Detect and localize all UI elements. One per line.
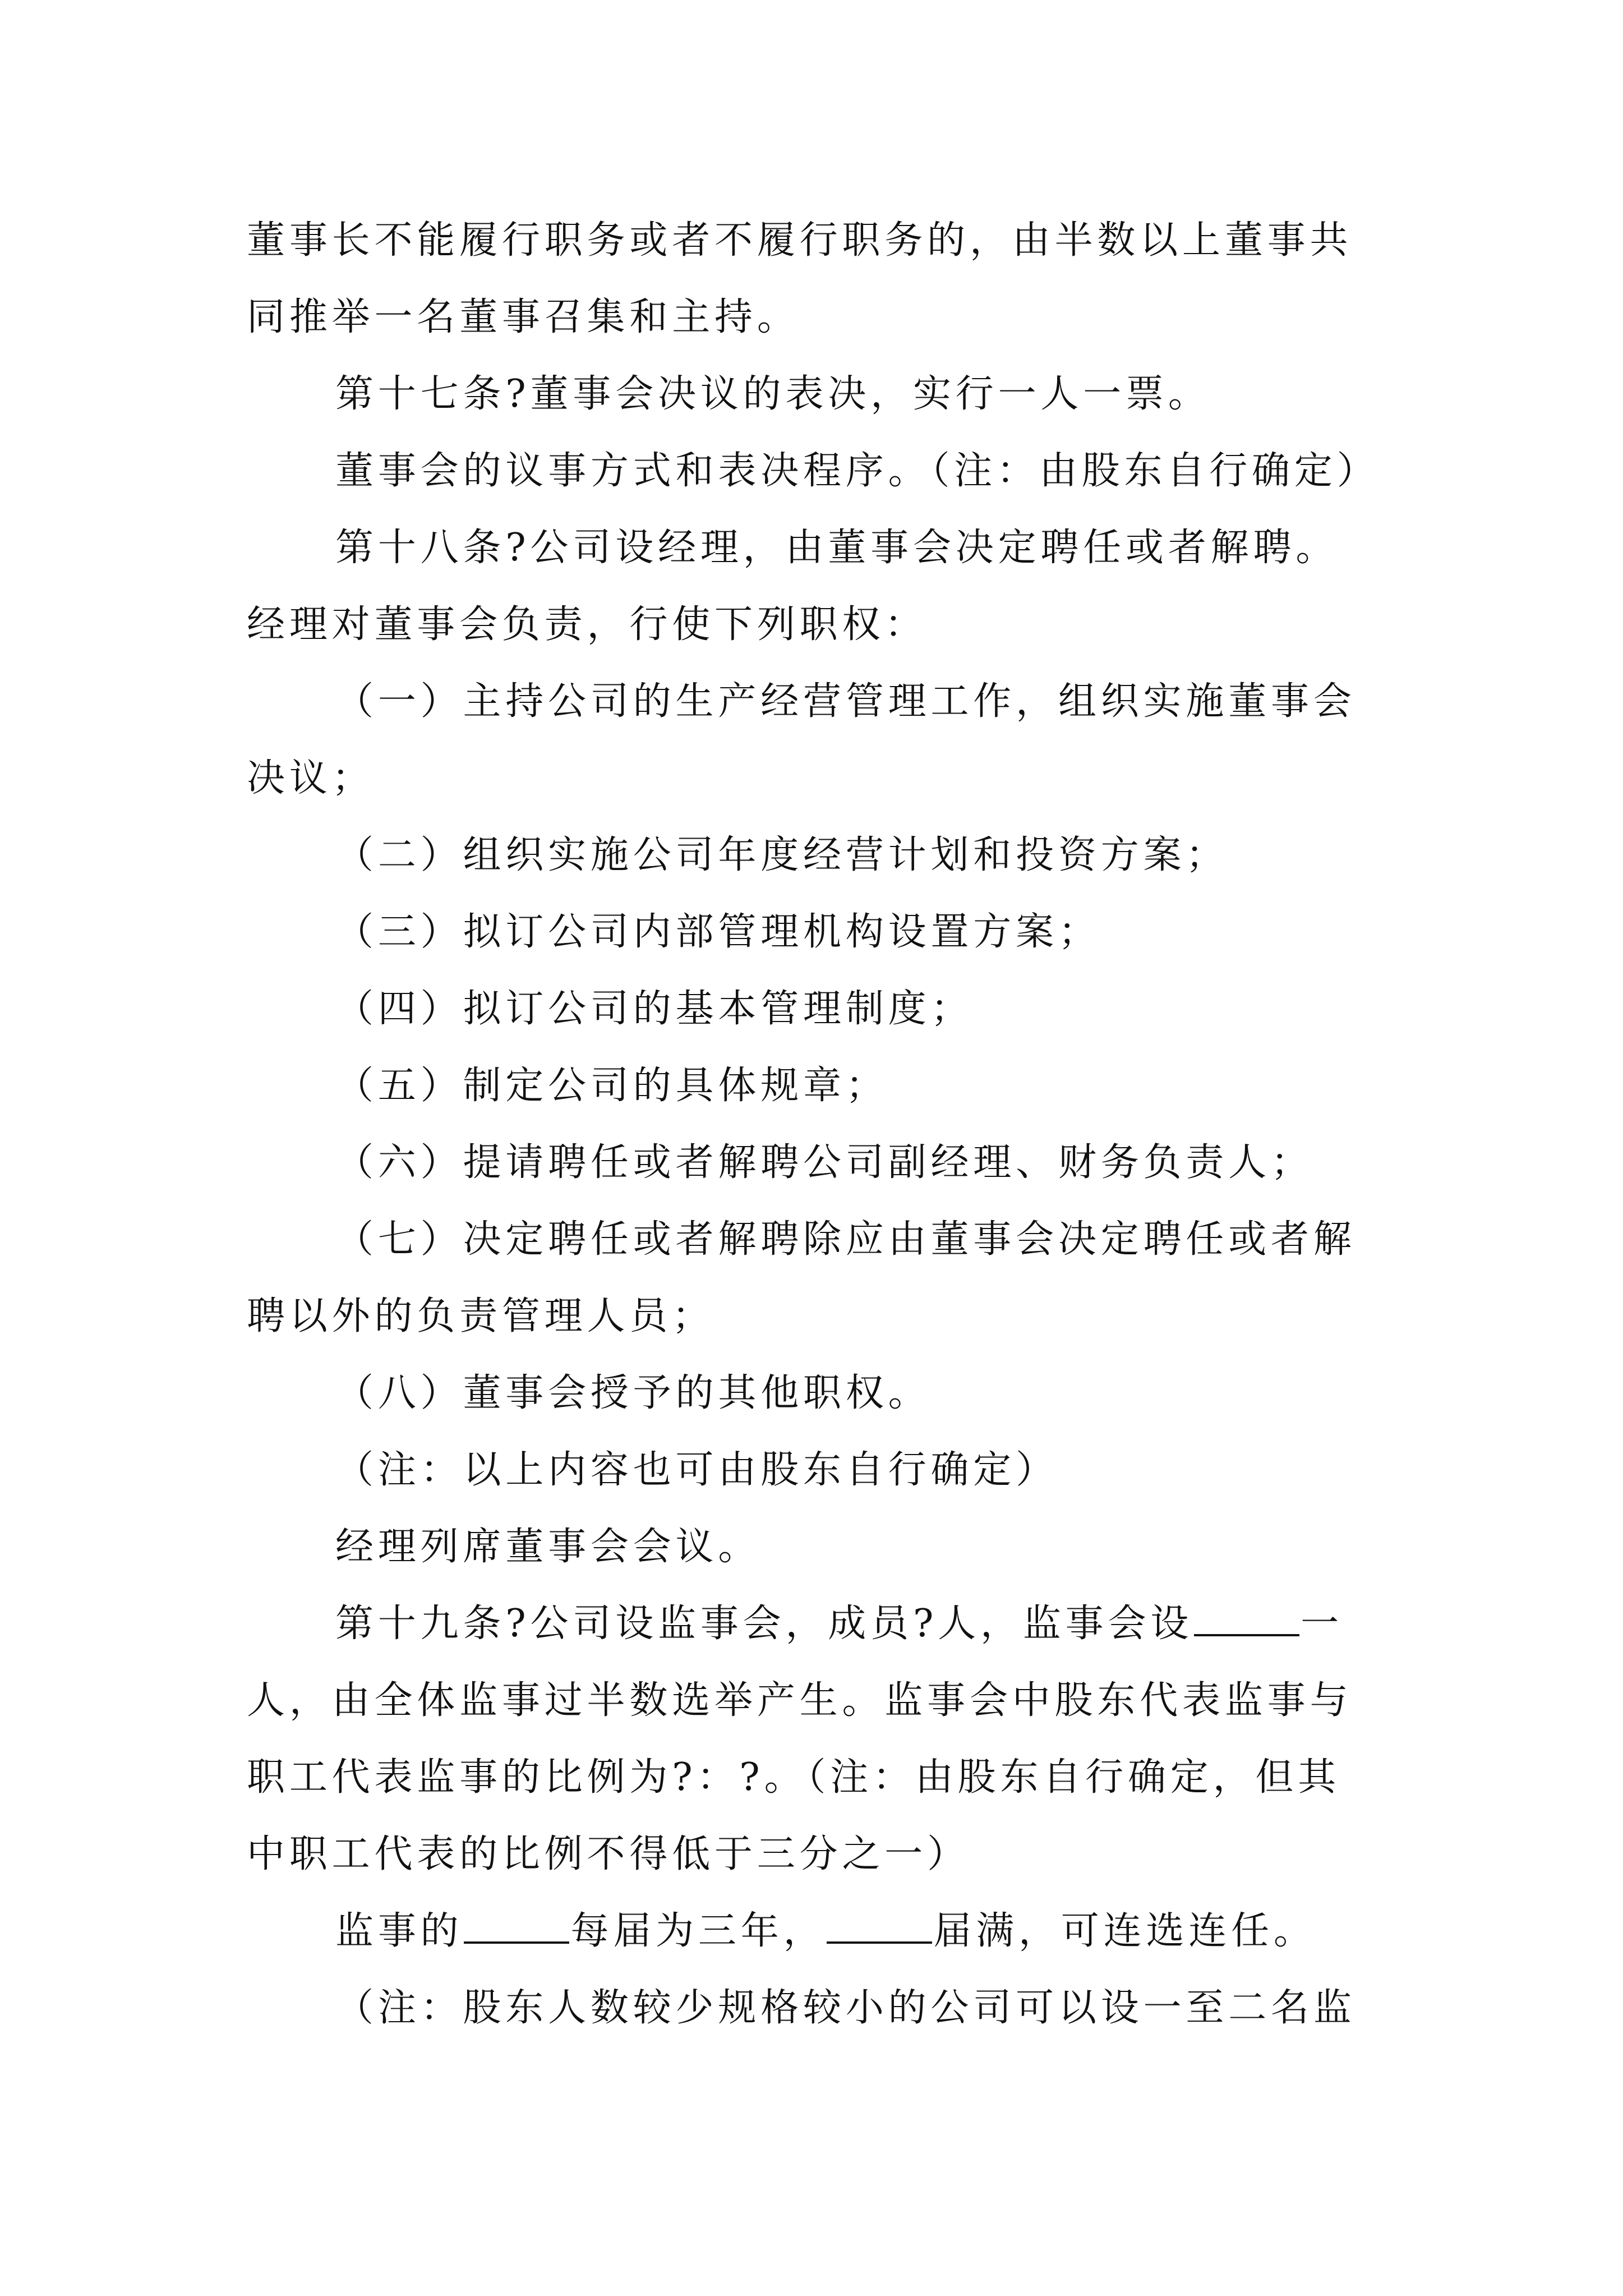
text-line — [247, 1893, 1391, 1970]
fill-in-blank — [827, 1908, 932, 1944]
article-17-heading: 第十七条?董事会决议的表决，实行一人一票。 — [335, 372, 1211, 416]
article-19-heading — [247, 1585, 1391, 1662]
text-line: 同推举一名董事召集和主持。 — [247, 295, 800, 339]
text-line: 中职工代表的比例不得低于三分之一） — [247, 1832, 970, 1876]
fill-in-blank — [1194, 1600, 1299, 1636]
list-item: （三）拟订公司内部管理机构设置方案； — [335, 910, 1101, 954]
note-line: （注：以上内容也可由股东自行确定） — [335, 1448, 1058, 1492]
list-item: （二）组织实施公司年度经营计划和投资方案； — [335, 833, 1229, 877]
text-line: 决议； — [247, 756, 375, 800]
list-item: （一）主持公司的生产经营管理工作，组织实施董事会 — [335, 679, 1356, 724]
text-segment: 每届为三年， — [570, 1909, 826, 1953]
list-item: （六）提请聘任或者解聘公司副经理、财务负责人； — [335, 1140, 1313, 1185]
fill-in-blank — [464, 1908, 569, 1944]
list-item: （七）决定聘任或者解聘除应由董事会决定聘任或者解 — [335, 1217, 1356, 1262]
note-line: （注：股东人数较少规格较小的公司可以设一至二名监 — [335, 1986, 1356, 2030]
text-segment: 第十九条?公司设监事会，成员?人，监事会设 — [335, 1602, 1193, 1646]
text-segment: 一 — [1301, 1602, 1343, 1646]
list-item: （五）制定公司的具体规章； — [335, 1064, 888, 1108]
text-line: 职工代表监事的比例为?：?。（注：由股东自行确定，但其 — [247, 1755, 1341, 1800]
list-item: （四）拟订公司的基本管理制度； — [335, 987, 974, 1031]
text-line: 人，由全体监事过半数选举产生。监事会中股东代表监事与 — [247, 1678, 1353, 1723]
text-segment: 监事的 — [335, 1909, 463, 1953]
text-line: 董事会的议事方式和表决程序。（注：由股东自行确定） — [335, 449, 1380, 493]
text-line: 经理列席董事会会议。 — [335, 1525, 761, 1569]
text-segment: 届满，可连选连任。 — [933, 1909, 1316, 1953]
text-line: 董事长不能履行职务或者不履行职务的，由半数以上董事共 — [247, 218, 1353, 263]
article-18-heading: 第十八条?公司设经理，由董事会决定聘任或者解聘。 — [335, 526, 1339, 570]
document-body — [247, 202, 1391, 2046]
text-line: 经理对董事会负责，行使下列职权： — [247, 602, 928, 647]
list-item: （八）董事会授予的其他职权。 — [335, 1371, 931, 1415]
text-line: 聘以外的负责管理人员； — [247, 1294, 715, 1338]
